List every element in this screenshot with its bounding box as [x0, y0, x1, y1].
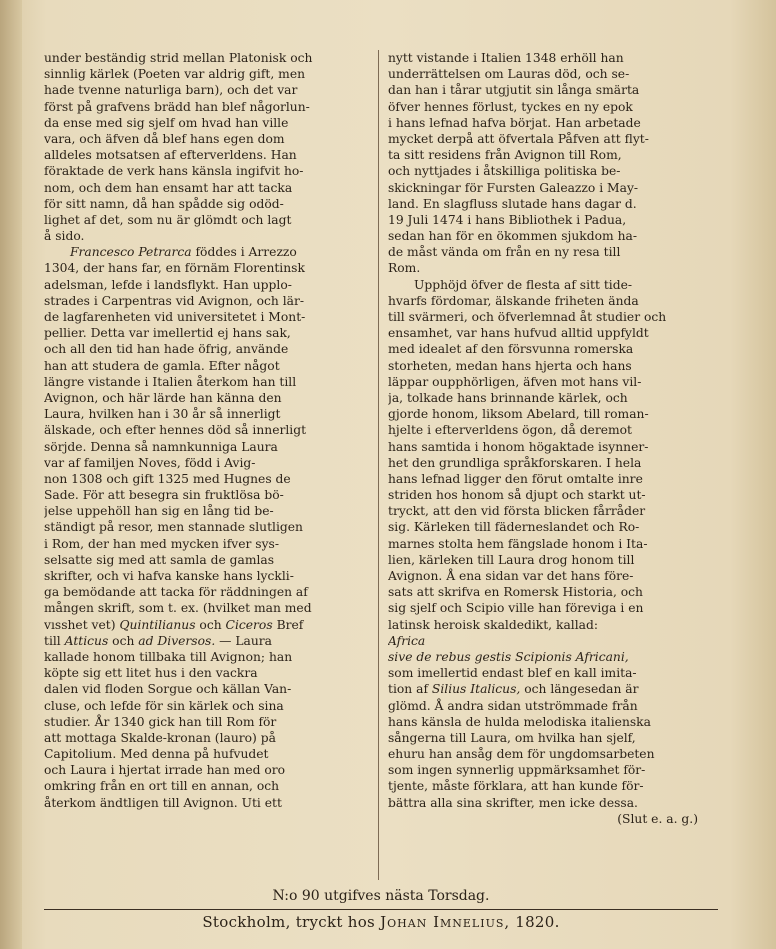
- right-line-africa: Africa: [388, 633, 426, 648]
- text-line: ta sitt residens från Avignon till Rom,: [388, 148, 622, 163]
- text-line: mången skrift, som t. ex. (hvilket man med: [44, 601, 312, 616]
- text-line: hjelte i efterverldens ögon, då deremot: [388, 423, 632, 438]
- right-line-imitation: som imellertid endast blef en kall imita-: [388, 666, 637, 681]
- text-line: Avignon, och här lärde han känna den: [44, 390, 282, 405]
- text-line: 1304, der hans far, en förnäm Florentinsk: [44, 261, 305, 276]
- signature: (Slut e. a. g.): [617, 811, 698, 826]
- text-line: han att studera de gamla. Efter något: [44, 358, 280, 373]
- text-line: adelsman, lefde i landsflykt. Han upplo-: [44, 277, 292, 292]
- text-line: för sitt namn, då han spådde sig odöd-: [44, 196, 284, 211]
- text-line: sörjde. Denna så namnkunniga Laura: [44, 439, 278, 454]
- text-line: alldeles motsatsen af efterverldens. Han: [44, 148, 297, 163]
- text-line: tjente, måste förklara, att han kunde för-: [388, 779, 644, 794]
- text-line: i hans lefnad hafva börjat. Han arbetade: [388, 115, 641, 130]
- text-line: och Laura i hjertat irrade han med oro: [44, 763, 286, 778]
- text-line: läppar oupphörligen, äfven mot hans vil-: [388, 374, 642, 389]
- text-line: 19 Juli 1474 i hans Bibliothek i Padua,: [388, 212, 627, 227]
- petrarca-name: Francesco Petrarca: [70, 245, 192, 260]
- text-line: bättra alla sina skrifter, men icke dessa.: [388, 795, 638, 810]
- left-paragraph-3: [44, 649, 372, 811]
- text-line: marnes stolta hem fängslade honom i Ita-: [388, 536, 648, 551]
- issue-notice: N:o 90 utgifves nästa Torsdag.: [272, 888, 490, 904]
- text-line: öfver hennes förlust, tyckes en ny epok: [388, 99, 633, 114]
- right-line-silius: tion af Silius Italicus, och längesedan är: [388, 682, 639, 697]
- text-line: ja, tolkade hans brinnande kärlek, och: [388, 390, 628, 405]
- text-line: dan han i tårar utgjutit sin långa smärta: [388, 83, 640, 98]
- text-line: Upphöjd öfver de flesta af sitt tide-: [414, 277, 633, 292]
- text-line: Capitolium. Med denna på hufvudet: [44, 747, 269, 762]
- right-paragraph-2: [388, 277, 718, 633]
- text-line: först på grafvens brädd han blef någorlun-: [44, 99, 310, 114]
- right-column: [388, 50, 718, 827]
- text-line: kallade honom tillbaka till Avignon; han: [44, 649, 293, 664]
- text-line: sats att skrifva en Romersk Historia, och: [388, 585, 643, 600]
- printer-imprint: Stockholm, tryckt hos Johan Imnelius, 1820.: [202, 913, 560, 931]
- text-line: skrifter, och vi hafva kanske hans lyckli-: [44, 569, 294, 583]
- text-line: dalen vid floden Sorgue och källan Van-: [44, 682, 292, 697]
- text-line: hans samtida i honom högaktade isynner-: [388, 439, 649, 454]
- left-paragraph-2-first-line: Francesco Petrarca föddes i Arrezzo: [70, 245, 297, 260]
- left-line-quintilianus: vısshet vet) Quintilianus och Ciceros Bref: [44, 617, 304, 632]
- text-line: köpte sig ett litet hus i den vackra: [44, 666, 258, 681]
- text-line: ga bemödande att tacka för räddningen af: [44, 585, 308, 600]
- text-line: i Rom, der han med mycken ifver sys-: [44, 536, 279, 551]
- text-line: tryckt, att den vid första blicken fårråder: [388, 504, 646, 519]
- text-line: studier. År 1340 gick han till Rom för: [44, 714, 277, 729]
- text-line: pellier. Detta var imellertid ej hans sak,: [44, 326, 291, 341]
- text-line: längre vistande i Italien återkom han till: [44, 374, 297, 389]
- text-line: föraktade de verk hans känsla ingifvit ho-: [44, 164, 304, 179]
- text-line: underrättelsen om Lauras död, och se-: [388, 67, 630, 82]
- text-line: sinnlig kärlek (Poeten var aldrig gift, men: [44, 67, 306, 82]
- right-paragraph-1: [388, 50, 718, 277]
- text-line: till svärmeri, och öfverlemnad åt studier och: [388, 310, 667, 324]
- binding-edge: [0, 0, 22, 949]
- text-line: Rom.: [388, 261, 421, 276]
- text-line: jelse uppehöll han sig en lång tid be-: [44, 504, 274, 519]
- text-line: älskade, och efter hennes död så innerligt: [44, 423, 307, 438]
- text-line: hans lefnad ligger den förut omtalte inre: [388, 471, 643, 486]
- text-line: hvarfs fördomar, älskande friheten ända: [388, 293, 639, 308]
- text-line: sångerna till Laura, om hvilka han sjelf,: [388, 730, 636, 745]
- right-line-sive: sive de rebus gestis Scipionis Africani,: [388, 649, 629, 664]
- text-line: skickningar för Fursten Galeazzo i May-: [388, 180, 639, 195]
- text-line: sig sjelf och Scipio ville han föreviga i en: [388, 601, 644, 616]
- text-line: Laura, hvilken han i 30 år så innerligt: [44, 407, 281, 422]
- text-line: att mottaga Skalde-kronan (lauro) på: [44, 730, 276, 745]
- text-line: sig. Kärleken till fäderneslandet och Ro-: [388, 520, 640, 535]
- left-column: [44, 50, 372, 811]
- text-line: och all den tid han hade öfrig, använde: [44, 342, 289, 357]
- text-line: storheten, medan hans hjerta och hans: [388, 358, 632, 373]
- text-line: de lagfarenheten vid universitetet i Mont-: [44, 310, 306, 324]
- footer-rule: [44, 909, 718, 910]
- text-line: latinsk heroisk skaldedikt, kallad:: [388, 617, 598, 632]
- text-line: sedan han för en ökommen sjukdom ha-: [388, 229, 637, 244]
- text-line: nom, och dem han ensamt har att tacka: [44, 180, 293, 195]
- left-paragraph-2: [44, 260, 372, 616]
- text-line: ehuru han ansåg dem för ungdomsarbeten: [388, 747, 655, 762]
- text-line: gjorde honom, liksom Abelard, till roman-: [388, 407, 649, 422]
- text-line: non 1308 och gift 1325 med Hugnes de: [44, 471, 291, 486]
- text-line: land. En slagfluss slutade hans dagar d.: [388, 196, 637, 211]
- text-line: hade tvenne naturliga barn), och det var: [44, 83, 298, 98]
- text-line: som ingen synnerlig uppmärksamhet för-: [388, 763, 646, 778]
- text-line: ständigt på resor, men stannade slutligen: [44, 520, 303, 535]
- text-line: å sido.: [44, 229, 85, 244]
- text-line: nytt vistande i Italien 1348 erhöll han: [388, 51, 624, 65]
- left-line-atticus: till Atticus och ad Diversos. — Laura: [44, 633, 272, 648]
- text-line: cluse, och lefde för sin kärlek och sina: [44, 698, 284, 713]
- text-line: ensamhet, var hans hufvud alltid uppfyldt: [388, 326, 649, 341]
- text-line: da ense med sig sjelf om hvad han ville: [44, 115, 289, 130]
- text-line: lien, kärleken till Laura drog honom till: [388, 552, 635, 567]
- text-line: het den grundliga språkforskaren. I hela: [388, 455, 642, 470]
- column-divider: [378, 50, 379, 880]
- text-line: striden hos honom så djupt och starkt ut-: [388, 488, 646, 503]
- left-paragraph-1: [44, 50, 372, 244]
- text-line: under beständig strid mellan Platonisk och: [44, 51, 313, 65]
- text-line: Avignon. Å ena sidan var det hans före-: [388, 569, 634, 583]
- text-line: vara, och äfven då blef hans egen dom: [44, 131, 285, 146]
- right-paragraph-3: [388, 698, 718, 811]
- text-line: återkom ändtligen till Avignon. Uti ett: [44, 795, 282, 810]
- text-line: med idealet af den försvunna romerska: [388, 342, 634, 357]
- text-line: omkring från en ort till en annan, och: [44, 779, 280, 794]
- text-line: glömd. Å andra sidan utströmmade från: [388, 698, 638, 713]
- text-line: var af familjen Noves, född i Avig-: [44, 455, 256, 470]
- text-line: strades i Carpentras vid Avignon, och lär-: [44, 293, 304, 308]
- text-line: Sade. För att besegra sin fruktlösa bö-: [44, 488, 284, 503]
- text-line: selsatte sig med att samla de gamlas: [44, 552, 275, 567]
- text-line: de måst vända om från en ny resa till: [388, 245, 621, 260]
- text-line: och nyttjades i åtskilliga politiska be-: [388, 164, 621, 179]
- text-line: hans känsla de hulda melodiska italienska: [388, 714, 651, 729]
- text-line: lighet af det, som nu är glömdt och lagt: [44, 212, 292, 227]
- text-line: mycket derpå att öfvertala Påfven att flyt-: [388, 131, 649, 146]
